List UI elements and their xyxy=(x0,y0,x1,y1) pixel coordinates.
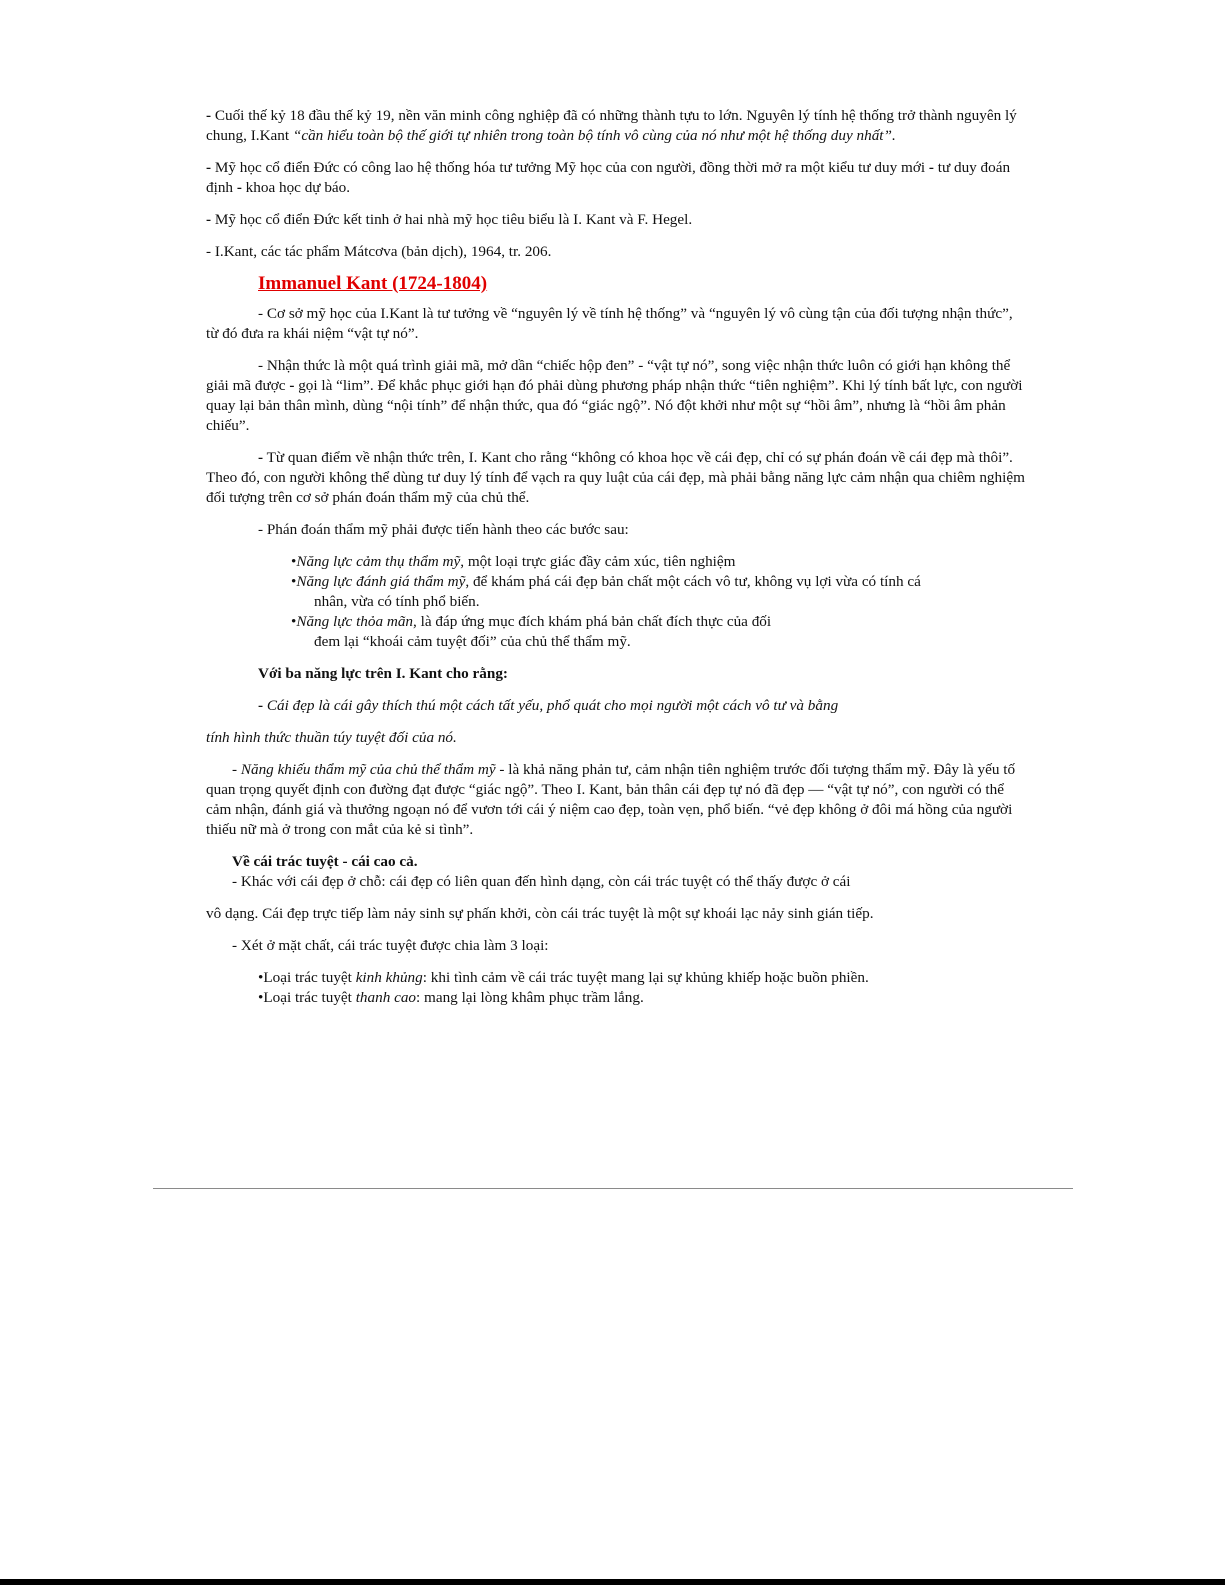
bullet-icon: • xyxy=(258,969,264,986)
beauty-text: Cái đẹp là cái gây thích thú một cách tất yếu, phổ quát cho mọi người một cách vô tư và bằng xyxy=(263,697,839,714)
intro-text-2c: khoa học dự báo. xyxy=(241,179,351,196)
kant-paragraph-1: - Cơ sở mỹ học của I.Kant là tư tưởng về “nguyên lý về tính hệ thống” và “nguyên lý vô cùng tận của đối tượng nhận thức”, từ đó đưa ra khái niệm “vật tự nó”. xyxy=(206,305,1013,342)
type-desc: : khi tình cảm về cái trác tuyệt mang lại sự khủng khiếp hoặc buồn phiền. xyxy=(422,969,869,986)
list-item xyxy=(258,968,1028,988)
intro-paragraph-2 xyxy=(206,158,1028,198)
dash-lead: - xyxy=(206,211,212,228)
list-item xyxy=(284,552,1028,572)
beauty-definition-line-2 xyxy=(206,728,1028,748)
faculty-desc: , một loại trực giác đầy cảm xúc, tiên nghiệm xyxy=(460,553,736,570)
aesthetic-talent-paragraph xyxy=(206,760,1028,840)
kant-paragraph-3 xyxy=(206,448,1028,508)
faculty-list xyxy=(206,552,1028,652)
faculty-desc: , là đáp ứng mục đích khám phá bản chất đích thực của đối xyxy=(413,613,772,630)
dash: - xyxy=(289,377,295,394)
document-page xyxy=(206,106,1028,1008)
kant-text-3: Từ quan điểm về nhận thức trên, I. Kant cho rằng “không có khoa học về cái đẹp, chỉ có sự phán đoán về cái đẹp mà thôi”. Theo đó, con người không thể dùng tư duy lý tính để vạch ra quy luật của cái đẹp, mà phải bằng năng lực cảm nhận qua chiêm nghiệm đối tượng trên cơ sở phán đoán thẩm mỹ của chủ thể. xyxy=(206,449,1025,506)
sublime-paragraph-1-line-2: vô dạng. Cái đẹp trực tiếp làm nảy sinh sự phấn khởi, còn cái trác tuyệt là một sự khoái lạc nảy sinh gián tiếp. xyxy=(206,905,874,922)
reference-note: - I.Kant, các tác phẩm Mátcơva (bản dịch), 1964, tr. 206. xyxy=(206,243,552,260)
type-prefix: Loại trác tuyệt xyxy=(263,989,356,1006)
intro-paragraph-3 xyxy=(206,210,1028,230)
faculty-desc-cont: nhân, vừa có tính phổ biến. xyxy=(314,593,480,610)
kant-text-2a: - Nhận thức là một quá trình giải mã, mở dần “chiếc hộp đen” - “vật tự nó”, song việc nhận thức luôn có giới hạn không thể giải mã được xyxy=(206,357,1011,394)
bullet-icon: • xyxy=(291,613,297,630)
bullet-icon: • xyxy=(291,553,297,570)
kant-text-2b: gọi là “lim”. Để khắc phục giới hạn đó phải dùng phương pháp nhận thức “tiên nghiệm”. Khi lý tính bất lực, con người quay lại bản thân mình, dùng “nội tính” để nhận thức, qua đó “giác ngộ”. Nó đột khởi như một sự “hồi âm”, nhưng là “hồi âm phản chiếu”. xyxy=(206,377,1023,434)
dash: - xyxy=(928,159,934,176)
type-name: thanh cao xyxy=(355,989,417,1006)
intro-text-3: Mỹ học cổ điển Đức kết tinh ở hai nhà mỹ học tiêu biểu là I. Kant và F. Hegel. xyxy=(211,211,693,228)
faculty-name: Năng lực cảm thụ thẩm mỹ xyxy=(296,553,461,570)
dash-lead: - xyxy=(258,697,264,714)
list-item xyxy=(284,572,1028,612)
kant-quote: “cần hiểu toàn bộ thế giới tự nhiên trong toàn bộ tính vô cùng của nó như một hệ thống duy nhất”. xyxy=(292,127,896,144)
faculty-name: Năng lực thỏa mãn xyxy=(296,613,414,630)
kant-paragraph-2 xyxy=(206,356,1028,436)
talent-term: - Năng khiếu thẩm mỹ của chủ thể thẩm mỹ xyxy=(232,761,496,778)
dash-lead: - xyxy=(206,159,212,176)
sublime-heading xyxy=(206,852,1028,872)
type-name: kinh khủng xyxy=(355,969,423,986)
intro-paragraph-1 xyxy=(206,106,1028,146)
type-prefix: Loại trác tuyệt xyxy=(263,969,356,986)
faculty-desc-cont: đem lại “khoái cảm tuyệt đối” của chủ thể thẩm mỹ. xyxy=(314,633,631,650)
list-item xyxy=(284,612,1028,652)
talent-text: - là khả năng phản tư, cảm nhận tiên nghiệm trước đối tượng thẩm mỹ. Đây là yếu tố quan trọng quyết định con đường đạt được “giác ngộ”. Theo I. Kant, bản thân cái đẹp tự nó đã đẹp — “vật tự nó”, con người có thể cảm nhận, đánh giá và thưởng ngoạn nó để vươn tới cái ý niệm cao đẹp, toàn vẹn, phổ biến. “vẻ đẹp không ở đôi má hồng của người thiếu nữ mà ở trong con mắt của kẻ si tình”. xyxy=(206,761,1016,838)
faculty-name: Năng lực đánh giá thẩm mỹ xyxy=(296,573,466,590)
bullet-icon: • xyxy=(258,989,264,1006)
beauty-definition-line-1 xyxy=(206,696,1028,716)
intro-text-2a: Mỹ học cổ điển Đức có công lao hệ thống hóa tư tưởng Mỹ học của con người, đồng thời mở ra một kiểu tư duy mới xyxy=(211,159,929,176)
dash-lead: - xyxy=(206,107,212,124)
page-divider xyxy=(153,1188,1073,1189)
kant-heading: Immanuel Kant (1724-1804) xyxy=(258,273,488,294)
kant-paragraph-4: - Phán đoán thẩm mỹ phải được tiến hành theo các bước sau: xyxy=(258,521,629,538)
bottom-edge-bar xyxy=(0,1579,1225,1585)
intro-text-2b: tư duy đoán định xyxy=(206,159,1011,196)
intro-text-1: Cuối thế kỷ 18 đầu thế kỷ 19, nền văn minh công nghiệp đã có những thành tựu to lớn. Nguyên lý tính hệ thống trở thành nguyên lý chung, I.Kant xyxy=(206,107,1017,144)
sublime-paragraph-2: - Xét ở mặt chất, cái trác tuyệt được chia làm 3 loại: xyxy=(232,937,549,954)
faculty-desc: , để khám phá cái đẹp bản chất một cách vô tư, không vụ lợi vừa có tính cá xyxy=(465,573,921,590)
sublime-paragraph-1-line-1: - Khác với cái đẹp ở chỗ: cái đẹp có liên quan đến hình dạng, còn cái trác tuyệt có thể thấy được ở cái xyxy=(232,873,851,890)
dash: - xyxy=(236,179,242,196)
bold-heading: Với ba năng lực trên I. Kant cho rằng: xyxy=(258,665,508,682)
type-desc: : mang lại lòng khâm phục trầm lắng. xyxy=(416,989,644,1006)
list-item xyxy=(258,988,1028,1008)
beauty-text-cont: tính hình thức thuần túy tuyệt đối của nó. xyxy=(206,729,457,746)
bullet-icon: • xyxy=(291,573,297,590)
bold-heading: Về cái trác tuyệt - cái cao cả. xyxy=(232,853,418,870)
three-faculties-heading xyxy=(206,664,1028,684)
sublime-types-list xyxy=(206,968,1028,1008)
dash-lead: - xyxy=(258,449,264,466)
